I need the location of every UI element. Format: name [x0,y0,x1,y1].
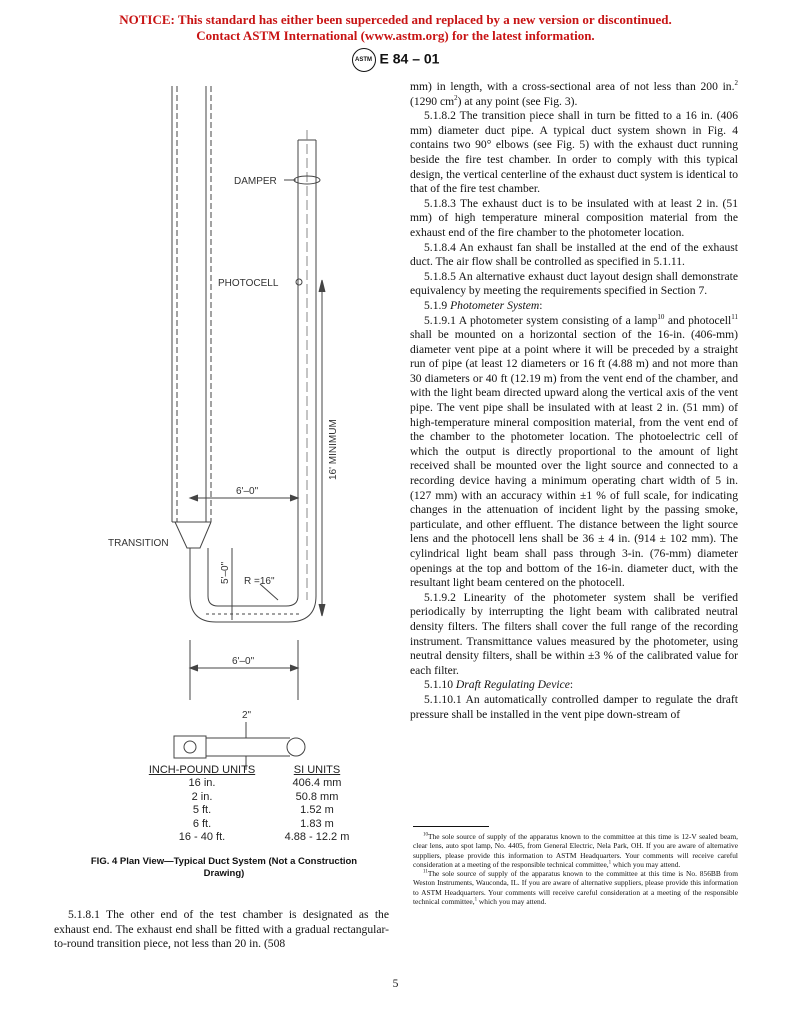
paragraph-5-1-9-1: 5.1.9.1 A photometer system consisting of a lamp$^{10}$ and photocell$^{11}$ shall be mounted on a horizontal section of the 16-in. (406-mm) diameter vent pipe at a point where it will be preceded by a straight run of pipe (at least 12 diameters or 16 ft (4.88 m) and not more than 30 diameters or 40 ft (12.19 m) from the vent end of the chamber, and with the light beam directed upward along the vertical axis of the vent pipe. The vent pipe shall be insulated with at least 2 in. (51 mm) of high-temperature mineral composition material, from the vent end of the chamber to the photometer location. The photoelectric cell of which the output is directly proportional to the amount of light received shall be mounted over the light source and connected to a recording device having a minimum operating chart width of 5 in. (127 mm) with an accuracy within ±1 % of full scale, for indicating changes in the attenuation of incident light by the passing smoke, particulate, and other effluent. The distance between the light source lens and the photocell lens shall be 36 ± 4 in. (914 ± 102 mm). The cylindrical light beam shall pass through 3-in. (76-mm) diameter openings at the top and bottom of the 16-in. diameter duct, with the resultant light beam centered on the photocell. [410,312,738,590]
damper-label: DAMPER [234,176,277,187]
footnote-11: $^{11}$The sole source of supply of the apparatus known to the committee at this time is No. 856BB from Weston Instruments, Wauconda, IL. If you are aware of alternative suppliers, please provide this information to ASTM Headquarters. Your comments will receive careful consideration at a meeting of the responsible technical committee,$^1$ which you may attend. [413,869,738,907]
si-header: SI UNITS [293,764,341,776]
unit-si-value: 1.83 m [300,817,334,830]
unit-inch-value: 5 ft. [192,804,212,817]
unit-si-value: 1.52 m [300,804,334,817]
paragraph-5-1-8-1: 5.1.8.1 The other end of the test chamber is designated as the exhaust end. The exhaust end shall be fitted with a gradual rectangular-to-round transition piece, not less than 20 in. (508 [54,908,389,951]
figure-caption-line-2: Drawing) [203,868,245,879]
paragraph-5-1-10-1: 5.1.10.1 An automatically controlled damper to regulate the draft pressure shall be installed in the vent pipe down-stream of [410,692,738,721]
two-inch-label: 2" [242,710,252,721]
transition-label: TRANSITION [108,538,169,549]
photocell-label: PHOTOCELL [218,278,279,289]
paragraph-5-1-9-2: 5.1.9.2 Linearity of the photometer system shall be verified periodically by interrupting the light beam with calibrated neutral density filters. The filters shall cover the full range of the recording instrument. Transmittance values measured by the photometer, using neutral density filters, shall be within ±3 % of the calibrated value for each filter. [410,590,738,677]
standard-designation: E 84 – 01 [379,50,440,67]
minimum-label: 16' MINIMUM [328,419,339,480]
figure-caption [74,856,374,880]
unit-si-value: 4.88 - 12.2 m [284,831,350,844]
unit-inch-value: 6 ft. [192,817,212,830]
plan-right-circle [287,738,305,756]
paragraph-5-1-8-3: 5.1.8.3 The exhaust duct is to be insulated with at least 2 in. (51 mm) of high temperature mineral composition material from the exhaust end of the fire chamber to the photometer location. [410,196,738,239]
notice-line-1: NOTICE: This standard has either been superceded and replaced by a new version or discontinued. [119,12,672,27]
lower-width-label: 6'–0" [232,656,255,667]
duct-system-diagram [0,0,400,770]
unit-inch-value: 16 in. [188,777,216,790]
transition-height-label: 5'–0" [220,561,231,584]
transition-piece [175,522,211,548]
footnote-rule [413,826,489,827]
section-5-1-10-heading: 5.1.10 Draft Regulating Device: [424,678,574,692]
paragraph-5-1-8-2: 5.1.8.2 The transition piece shall in turn be fitted to a 16 in. (406 mm) diameter duct pipe. A typical duct system shown in Fig. 4 contains two 90° elbows (see Fig. 5) with the exhaust duct running beside the fire test chamber. In order to comply with this typical design, the vertical centerline of the exhaust duct system is identical to that of the fire test chamber. [410,109,738,196]
unit-si-value: 50.8 mm [295,790,339,803]
paragraph-5-1-8-5: 5.1.8.5 An alternative exhaust duct layout design shall demonstrate equivalency by meeting the requirements specified in Section 7. [410,269,738,298]
footnotes [413,832,738,906]
inch-pound-header: INCH-POUND UNITS [148,764,256,776]
right-column-text [410,80,738,722]
upper-width-label: 6'–0" [236,486,259,497]
paragraph-continuation: mm) in length, with a cross-sectional area of not less than 200 in.$^2$ (1290 $cm^2$) at any point (see Fig. 3). [410,79,738,108]
unit-inch-value: 16 - 40 ft. [178,831,226,844]
left-column-text [54,908,389,952]
photocell-symbol [296,279,302,285]
astm-logo: ASTM [352,48,376,72]
paragraph-5-1-8-4: 5.1.8.4 An exhaust fan shall be installed at the end of the exhaust duct. The air flow shall be controlled as specified in 5.1.11. [410,240,738,269]
footnote-10: $^{10}$The sole source of supply of the apparatus known to the committee at this time is 12-V sealed beam, clear lens, auto spot lamp, No. 4405, from General Electric, Nela Park, OH. If you are aware of alternative suppliers, please provide this information to ASTM Headquarters. Your comments will receive careful consideration at a meeting of the responsible technical committee,$^1$ which you may attend. [413,832,738,869]
figure-caption-line-1: FIG. 4 Plan View—Typical Duct System (Not a Construction [90,856,358,867]
unit-inch-value: 2 in. [191,790,213,803]
plan-left-box [174,736,206,758]
page-number: 5 [392,978,399,990]
duct-elbow-inner [208,596,298,606]
unit-si-value: 406.4 mm [292,777,342,790]
notice-line-2: Contact ASTM International (www.astm.org) for the latest information. [196,28,595,43]
section-5-1-9-heading: 5.1.9 Photometer System: [424,298,543,312]
radius-label: R =16" [244,576,275,587]
